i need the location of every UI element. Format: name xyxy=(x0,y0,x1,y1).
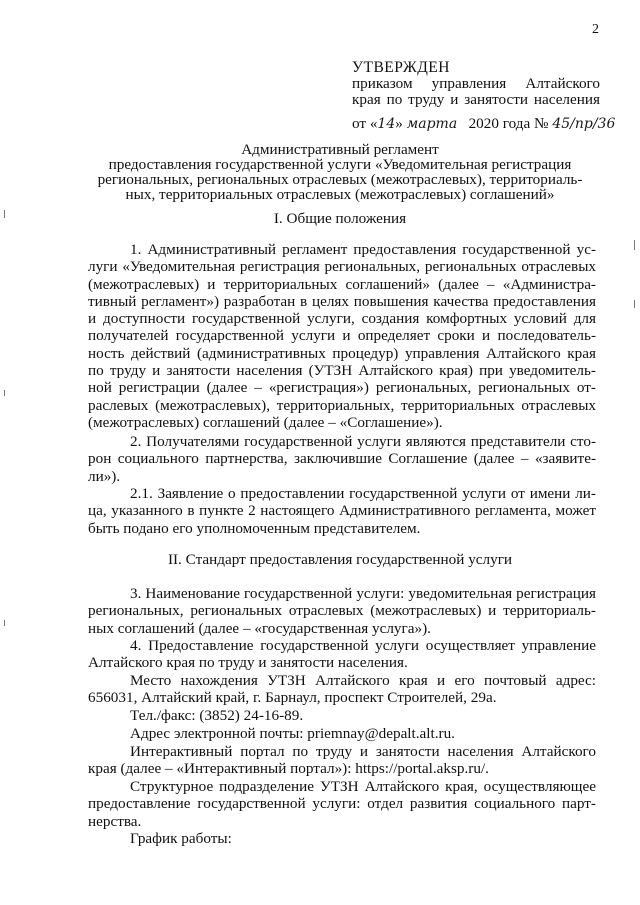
handwritten-month: марта xyxy=(406,116,458,132)
text-line: тивный регламент») разработан в целях повышения качества предоставления xyxy=(88,292,596,310)
paragraph-phone xyxy=(88,707,596,724)
text-line: Структурное подразделение УТЗН Алтайского края, осуществляющее xyxy=(130,778,596,795)
approval-block xyxy=(352,60,600,108)
page-number: 2 xyxy=(592,22,599,37)
text-line: График работы: xyxy=(130,830,232,847)
text-line: предоставление государственной услуги: отдел развития социального парт- xyxy=(88,795,596,813)
paragraph-3 xyxy=(88,585,596,637)
text-line: луги «Уведомительная регистрация региональных, региональных отраслевых xyxy=(88,258,596,276)
section-1-heading: I. Общие положения xyxy=(273,210,407,227)
text-line: ной регистрации (далее – «регистрация») региональных, региональных от- xyxy=(88,379,596,397)
paragraph-schedule xyxy=(88,830,596,847)
text-line: раслевых (межотраслевых), территориальных, территориальных отраслевых xyxy=(88,396,596,414)
paragraph-email xyxy=(88,725,596,742)
date-prefix: от « xyxy=(352,115,378,132)
text-line: быть подано его уполномоченным представителем. xyxy=(88,519,421,537)
scan-artifact xyxy=(4,390,5,396)
text-line: 1. Административный регламент предоставления государственной ус- xyxy=(130,241,596,258)
title-line: предоставления государственной услуги «Уведомительная регистрация xyxy=(108,156,572,173)
scan-artifact xyxy=(4,210,5,218)
title-line: ных, территориальных отраслевых (межотраслевых) соглашений» xyxy=(125,186,555,203)
text-line: и доступности государственной услуги, создания комфортных условий для xyxy=(88,310,596,328)
text-line: 2. Получателями государственной услуги являются представители сто- xyxy=(130,433,596,450)
text-line: (межотраслевых) соглашений (далее – «Соглашение»). xyxy=(88,413,443,431)
paragraph-portal xyxy=(88,743,596,778)
section-2-heading: II. Стандарт предоставления государственной услуги xyxy=(167,551,513,568)
paragraph-2-1 xyxy=(88,485,596,537)
text-line: нерства. xyxy=(88,812,142,830)
text-line: 656031, Алтайский край, г. Барнаул, проспект Строителей, 29а. xyxy=(88,689,497,707)
text-line: Интерактивный портал по труду и занятости населения Алтайского xyxy=(130,743,596,760)
paragraph-4 xyxy=(88,637,596,672)
approval-line: приказом управления Алтайского xyxy=(352,75,600,92)
text-line: региональных, региональных отраслевых (межотраслевых) и территориаль- xyxy=(88,602,596,620)
title-line: Административный регламент xyxy=(241,141,439,158)
scan-artifact xyxy=(4,620,5,626)
handwritten-order-number: 45/пр/36 xyxy=(552,116,616,132)
text-line: ца, указанного в пункте 2 настоящего Административного регламента, может xyxy=(88,502,596,520)
text-line: Алтайского края по труду и занятости населения. xyxy=(88,654,408,672)
text-line: Адрес электронной почты: priemnay@depalt.alt.ru. xyxy=(130,725,455,742)
text-line: по труду и занятости населения (УТЗН Алтайского края) при уведомитель- xyxy=(88,362,596,380)
date-mid: » xyxy=(395,115,403,132)
text-line: 3. Наименование государственной услуги: уведомительная регистрация xyxy=(130,585,596,602)
date-year: 2020 года № xyxy=(468,115,549,132)
text-line: 4. Предоставление государственной услуги осуществляет управление xyxy=(130,637,596,654)
paragraph-structural-unit xyxy=(88,778,596,830)
text-line: ли»). xyxy=(88,467,121,485)
text-line: Тел./факс: (3852) 24-16-89. xyxy=(130,707,304,724)
text-line: Место нахождения УТЗН Алтайского края и его почтовый адрес: xyxy=(130,672,596,689)
text-line: (межотраслевых) и территориальных соглашений» (далее – «Администра- xyxy=(88,275,596,293)
approval-date-line xyxy=(352,115,614,133)
handwritten-day: 14 xyxy=(377,116,396,132)
paragraph-1 xyxy=(88,241,596,431)
text-line: края (далее – «Интерактивный портал»): https://portal.aksp.ru/. xyxy=(88,760,489,778)
text-line: 2.1. Заявление о предоставлении государственной услуги от имени ли- xyxy=(130,485,596,502)
document-title xyxy=(88,142,592,202)
paragraph-2 xyxy=(88,433,596,485)
scan-artifact xyxy=(634,240,635,250)
scan-artifact xyxy=(634,300,635,308)
text-line: ность действий (административных процедур) управления Алтайского края xyxy=(88,344,596,362)
text-line: рон социального партнерства, заключившие Соглашение (далее – «заявите- xyxy=(88,450,596,468)
title-line: региональных, региональных отраслевых (межотраслевых), территориаль- xyxy=(97,171,583,188)
text-line: ных соглашений (далее – «государственная услуга»). xyxy=(88,619,431,637)
paragraph-location xyxy=(88,672,596,707)
approval-line: края по труду и занятости населения xyxy=(352,91,600,108)
text-line: получателей государственной услуги и определяет сроки и последователь- xyxy=(88,327,596,345)
approval-heading: УТВЕРЖДЕН xyxy=(352,59,450,76)
